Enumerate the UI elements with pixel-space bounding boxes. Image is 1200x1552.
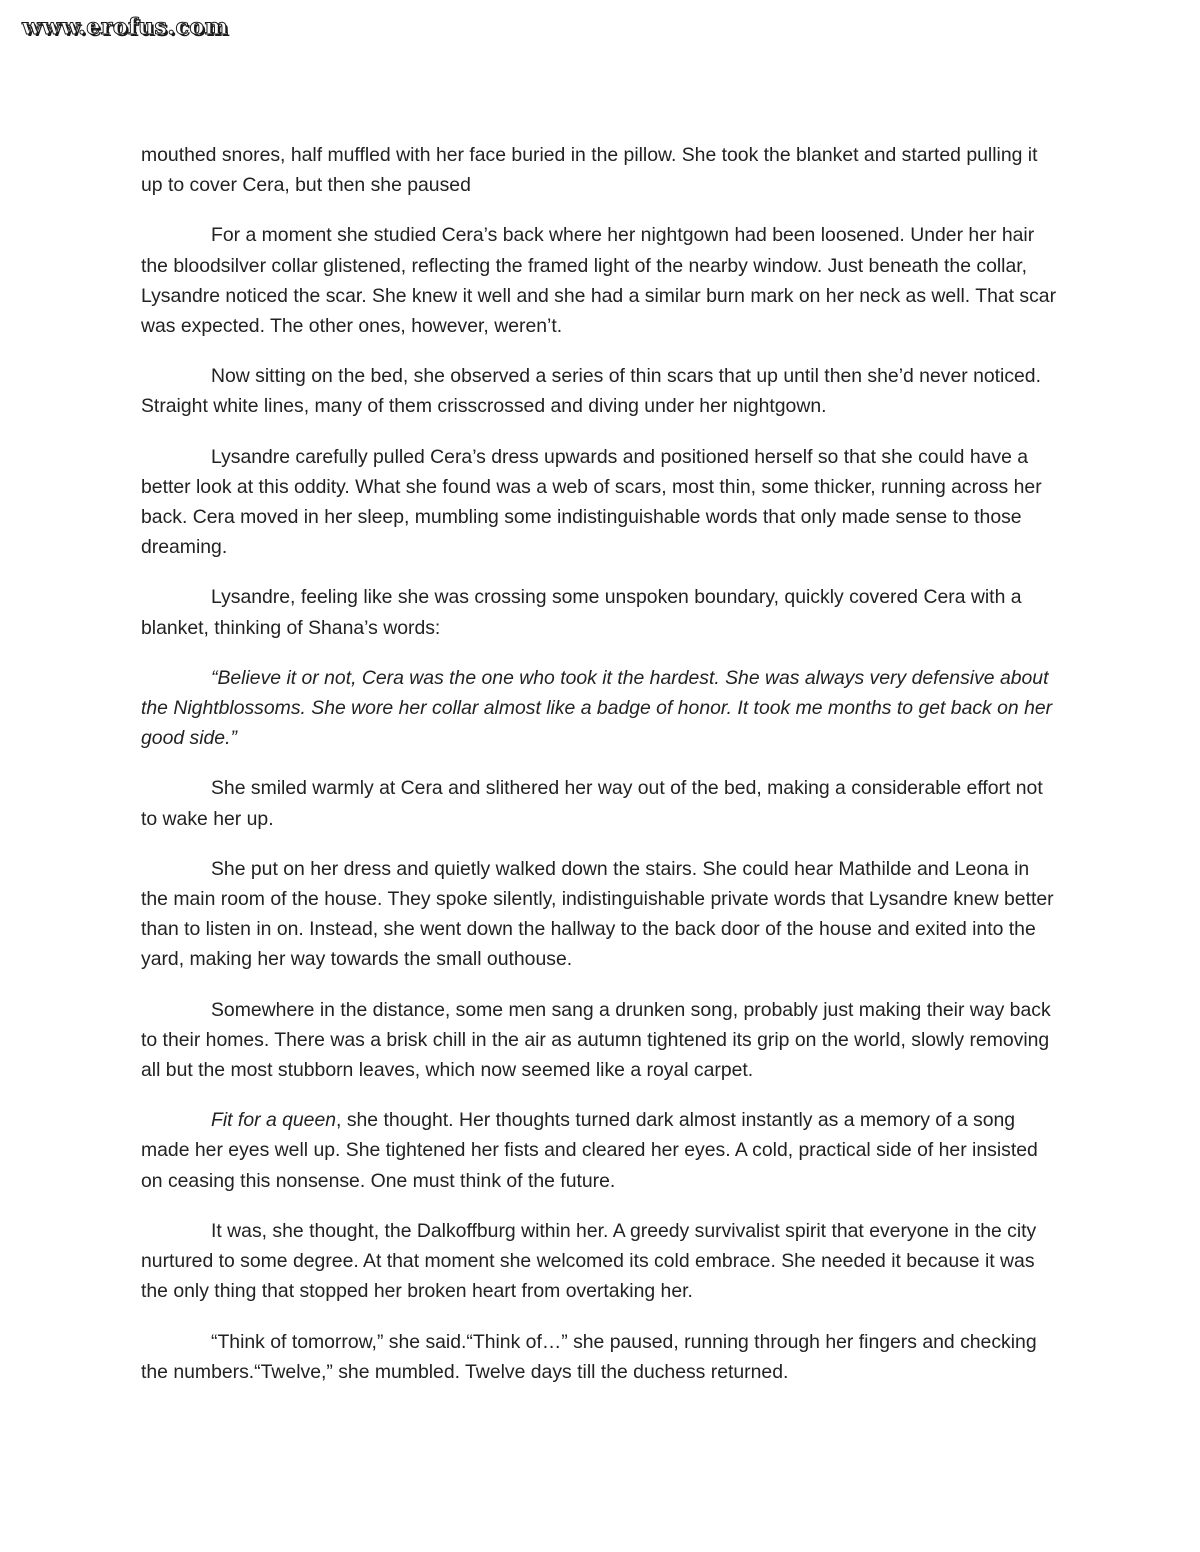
quote-paragraph: “Believe it or not, Cera was the one who took it the hardest. She was always very defensive about the Nightblossoms. She wore her collar almost like a badge of honor. It took me months to get back on her good side.” xyxy=(141,666,1053,750)
paragraph: “Think of tomorrow,” she said.“Think of…” she paused, running through her fingers and checking the numbers.“Twelve,” she mumbled. Twelve days till the duchess returned. xyxy=(141,1330,1037,1383)
paragraph: Now sitting on the bed, she observed a series of thin scars that up until then she’d never noticed. Straight white lines, many of them crisscrossed and diving under her nightgown. xyxy=(141,365,1041,418)
paragraph: She smiled warmly at Cera and slithered her way out of the bed, making a considerable effort not to wake her up. xyxy=(141,777,1043,830)
paragraph: She put on her dress and quietly walked down the stairs. She could hear Mathilde and Leona in the main room of the house. They spoke silently, indistinguishable private words that Lysandre knew better than to listen in on. Instead, she went down the hallway to the back door of the house and exited into the yard, making her way towards the small outhouse. xyxy=(141,857,1054,971)
paragraph: Somewhere in the distance, some men sang a drunken song, probably just making their way back to their homes. There was a brisk chill in the air as autumn tightened its grip on the world, slowly removing all but the most stubborn leaves, which now seemed like a royal carpet. xyxy=(141,998,1051,1082)
paragraph: Lysandre carefully pulled Cera’s dress upwards and positioned herself so that she could have a better look at this oddity. What she found was a web of scars, most thin, some thicker, running across her back. Cera moved in her sleep, mumbling some indistinguishable words that only made sense to those dreaming. xyxy=(141,445,1042,559)
paragraph: For a moment she studied Cera’s back where her nightgown had been loosened. Under her hair the bloodsilver collar glistened, reflecting the framed light of the nearby window. Just beneath the collar, Lysandre noticed the scar. She knew it well and she had a similar burn mark on her neck as well. That scar was expected. The other ones, however, weren’t. xyxy=(141,224,1057,338)
page-body xyxy=(141,140,1061,1407)
paragraph: It was, she thought, the Dalkoffburg within her. A greedy survivalist spirit that everyone in the city nurtured to some degree. At that moment she welcomed its cold embrace. She needed it because it was the only thing that stopped her broken heart from overtaking her. xyxy=(141,1219,1037,1303)
paragraph: Lysandre, feeling like she was crossing some unspoken boundary, quickly covered Cera with a blanket, thinking of Shana’s words: xyxy=(141,586,1022,639)
site-watermark: www.erofus.com xyxy=(22,14,229,40)
paragraph xyxy=(141,1105,1061,1196)
paragraph-text: , she thought. Her thoughts turned dark almost instantly as a memory of a song made her eyes well up. She tightened her fists and cleared her eyes. A cold, practical side of her insisted on ceasing this nonsense. One must think of the future. xyxy=(141,1109,1038,1192)
paragraph-continued: mouthed snores, half muffled with her face buried in the pillow. She took the blanket and started pulling it up to cover Cera, but then she paused xyxy=(141,144,1038,197)
italic-phrase: Fit for a queen xyxy=(211,1109,337,1132)
